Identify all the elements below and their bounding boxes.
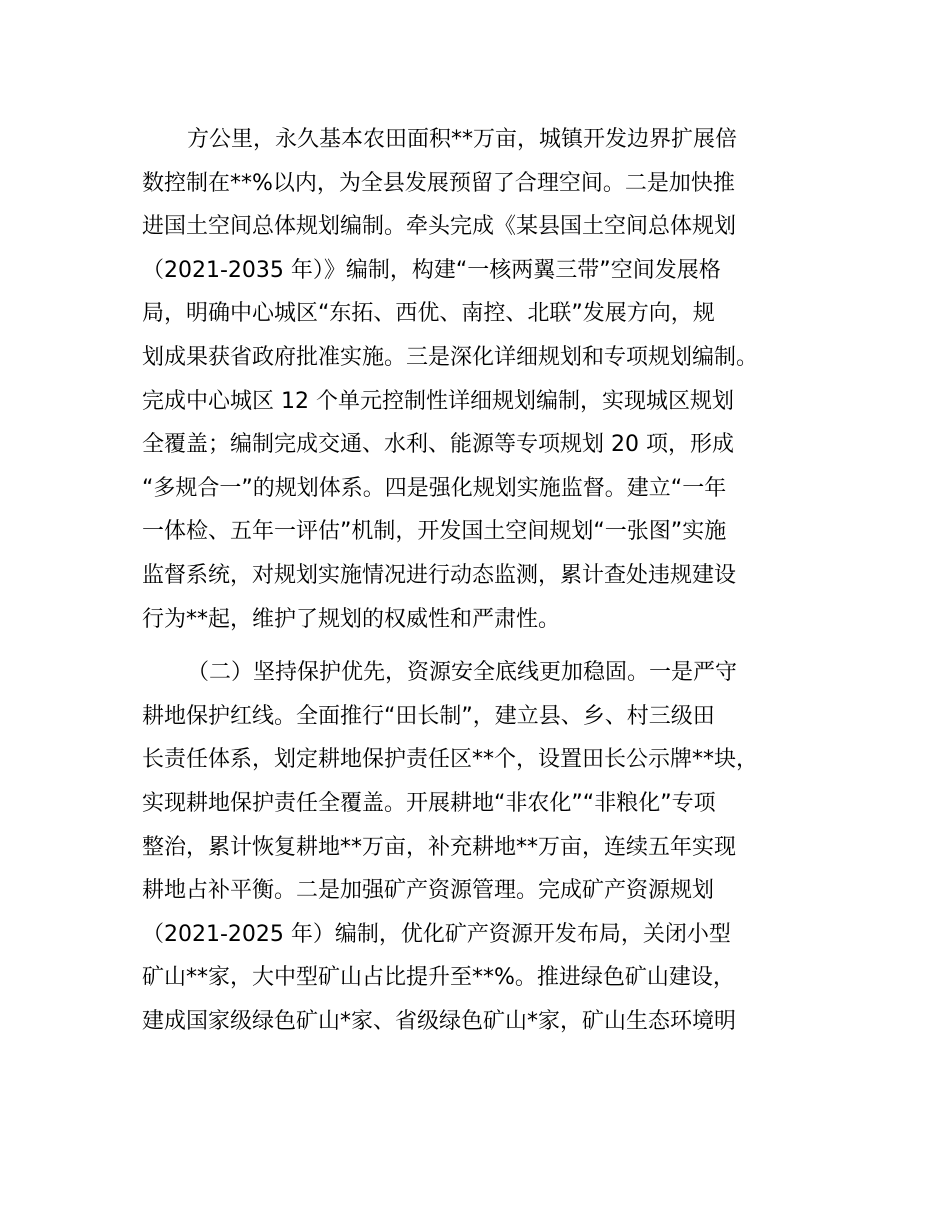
text-line: 全覆盖；编制完成交通、水利、能源等专项规划 20 项，形成: [142, 432, 734, 458]
text-line: 数控制在**%以内，为全县发展预留了合理空间。二是加快推: [142, 170, 735, 196]
text-line: （2021-2035 年）》编制，构建“一核两翼三带”空间发展格: [142, 257, 721, 283]
text-line: 局，明确中心城区“东拓、西优、南控、北联”发展方向，规: [142, 301, 715, 327]
paragraph-2: [142, 651, 842, 1043]
paragraph-1: [142, 118, 842, 641]
text-line: （2021-2025 年）编制，优化矿产资源开发布局，关闭小型: [142, 921, 731, 947]
text-line: 一体检、五年一评估”机制，开发国土空间规划“一张图”实施: [142, 519, 727, 545]
text-line: 完成中心城区 12 个单元控制性详细规划编制，实现城区规划: [142, 388, 734, 414]
text-line: 长责任体系，划定耕地保护责任区**个，设置田长公示牌**块，: [142, 747, 759, 773]
text-line: 监督系统，对规划实施情况进行动态监测，累计查处违规建设: [142, 562, 737, 588]
text-line: （二）坚持保护优先，资源安全底线更加稳固。一是严守: [187, 660, 738, 686]
text-line: 方公里，永久基本农田面积**万亩，城镇开发边界扩展倍: [187, 127, 738, 152]
body-text: [142, 118, 842, 1043]
text-line: 实现耕地保护责任全覆盖。开展耕地“非农化”“非粮化”专项: [142, 790, 716, 816]
text-line: 整治，累计恢复耕地**万亩，补充耕地**万亩，连续五年实现: [142, 834, 737, 860]
text-line: 行为**起，维护了规划的权威性和严肃性。: [142, 606, 561, 632]
text-line: 建成国家级绿色矿山*家、省级绿色矿山*家，矿山生态环境明: [142, 1008, 737, 1034]
text-line: 划成果获省政府批准实施。三是深化详细规划和专项规划编制。: [142, 344, 759, 370]
text-line: 耕地占补平衡。二是加强矿产资源管理。完成矿产资源规划: [142, 878, 715, 904]
text-line: 进国土空间总体规划编制。牵头完成《某县国土空间总体规划: [142, 214, 737, 240]
text-line: 耕地保护红线。全面推行“田长制”，建立县、乡、村三级田: [142, 703, 715, 729]
text-line: “多规合一”的规划体系。四是强化规划实施监督。建立“一年: [142, 475, 727, 501]
text-line: 矿山**家，大中型矿山占比提升至**%。推进绿色矿山建设，: [142, 965, 735, 991]
paragraph-spacer: [142, 641, 842, 651]
